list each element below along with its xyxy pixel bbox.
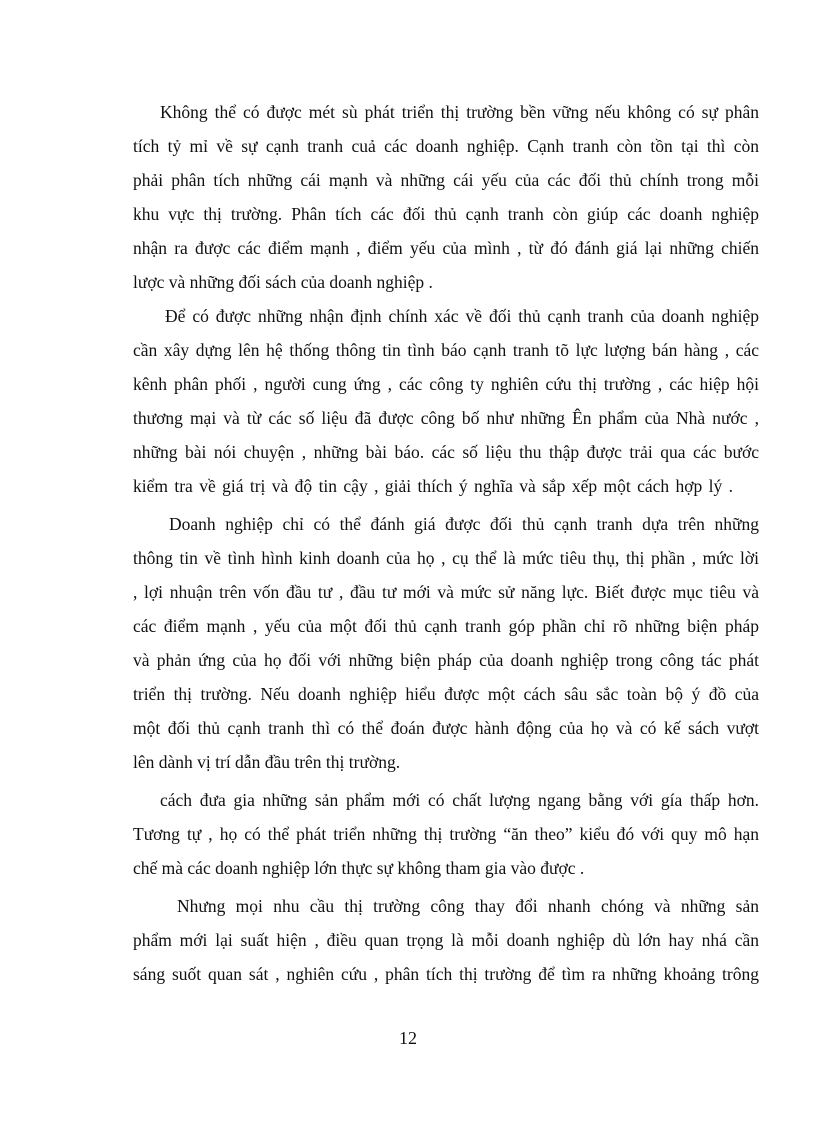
text-line: khu vực thị trường. Phân tích các đối thủ cạnh tranh còn giúp các doanh nghiệp	[133, 204, 759, 224]
text-line: nhận ra được các điểm mạnh , điểm yếu của mình , từ đó đánh giá lại những chiến	[133, 238, 759, 258]
text-line: thông tin về tình hình kinh doanh của họ , cụ thể là mức tiêu thụ, thị phần , mức lời	[133, 548, 759, 568]
text-line: triển thị trường. Nếu doanh nghiệp hiểu được một cách sâu sắc toàn bộ ý đồ của	[133, 684, 759, 704]
text-line: thương mại và từ các số liệu đã được công bố như những Ên phẩm của Nhà nước ,	[133, 408, 759, 428]
text-line: Nhưng mọi nhu cầu thị trường công thay đổi nhanh chóng và những sản	[177, 896, 759, 916]
text-line: một đối thủ cạnh tranh thì có thể đoán được hành động của họ và có kế sách vượt	[133, 718, 759, 738]
text-line: kênh phân phối , người cung ứng , các công ty nghiên cứu thị trường , các hiệp hội	[133, 374, 759, 394]
text-line: tích tỷ mỉ về sự cạnh tranh cuả các doanh nghiệp. Cạnh tranh còn tồn tại thì còn	[133, 136, 759, 156]
text-line: Doanh nghiệp chỉ có thể đánh giá được đối thủ cạnh tranh dựa trên những	[169, 514, 759, 534]
text-line: , lợi nhuận trên vốn đầu tư , đầu tư mới và mức sử năng lực. Biết được mục tiêu và	[133, 582, 759, 602]
text-line: Để có được những nhận định chính xác về đối thủ cạnh tranh của doanh nghiệp	[165, 306, 759, 326]
text-line: cách đưa gia những sản phẩm mới có chất lượng ngang bằng với gía thấp hơn.	[160, 790, 759, 810]
text-line: những bài nói chuyện , những bài báo. các số liệu thu thập được trải qua các bước	[133, 442, 759, 462]
text-line: sáng suốt quan sát , nghiên cứu , phân tích thị trường để tìm ra những khoảng trông	[133, 964, 759, 984]
text-line: cần xây dựng lên hệ thống thông tin tình báo cạnh tranh tõ lực lượng bán hàng , các	[133, 340, 759, 360]
text-line: Tương tự , họ có thể phát triển những thị trường “ăn theo” kiểu đó với quy mô hạn	[133, 824, 759, 844]
text-line: các điểm mạnh , yếu của một đối thủ cạnh tranh góp phần chỉ rõ những biện pháp	[133, 616, 759, 636]
text-line: phẩm mới lại suất hiện , điều quan trọng là mỗi doanh nghiệp dù lớn hay nhá cần	[133, 930, 759, 950]
text-line: lược và những đối sách của doanh nghiệp .	[133, 272, 433, 292]
text-line: chế mà các doanh nghiệp lớn thực sự không tham gia vào được .	[133, 858, 585, 878]
text-line: lên dành vị trí dẫn đầu trên thị trường.	[133, 752, 401, 772]
text-line: phải phân tích những cái mạnh và những cái yếu của các đối thủ chính trong mỗi	[133, 170, 759, 190]
text-line: Không thể có được mét sù phát triển thị trường bền vững nếu không có sự phân	[160, 102, 759, 122]
text-line: và phản ứng của họ đối với những biện pháp của doanh nghiệp trong công tác phát	[133, 650, 759, 670]
page-number: 12	[399, 1028, 417, 1048]
text-line: kiểm tra về giá trị và độ tin cậy , giải thích ý nghĩa và sắp xếp một cách hợp lý .	[133, 476, 733, 496]
